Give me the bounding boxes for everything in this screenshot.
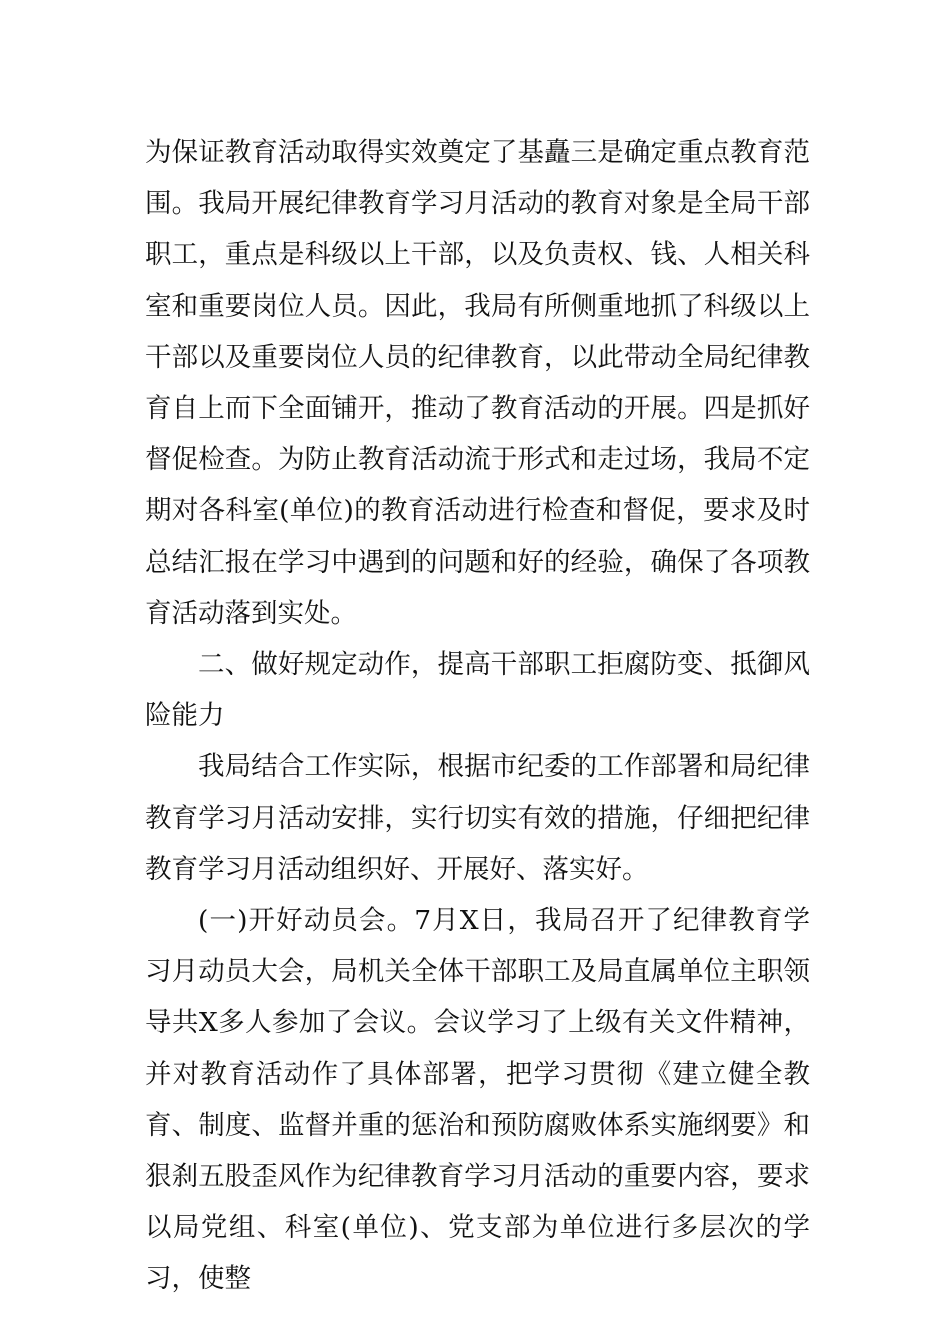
paragraph-continuation: 为保证教育活动取得实效奠定了基矗三是确定重点教育范围。我局开展纪律教育学习月活动的教育对象是全局干部职工，重点是科级以上干部，以及负责权、钱、人相关科室和重要岗位人员。因此，我局有所侧重地抓了科级以上干部以及重要岗位人员的纪律教育，以此带动全局纪律教育自上而下全面铺开，推动了教育活动的开展。四是抓好督促检查。为防止教育活动流于形式和走过场，我局不定期对各科室(单位)的教育活动进行检查和督促，要求及时总结汇报在学习中遇到的问题和好的经验，确保了各项教育活动落到实处。 [145,137,810,629]
document-body [145,127,810,1305]
section-heading-two: 二、做好规定动作，提高干部职工拒腐防变、抵御风险能力 [145,649,810,732]
paragraph-mobilization-meeting: (一)开好动员会。7月X日，我局召开了纪律教育学习月动员大会，局机关全体干部职工及局直属单位主职领导共X多人参加了会议。会议学习了上级有关文件精神，并对教育活动作了具体部署，把学习贯彻《建立健全教育、制度、监督并重的惩治和预防腐败体系实施纲要》和狠刹五股歪风作为纪律教育学习月活动的重要内容，要求以局党组、科室(单位)、党支部为单位进行多层次的学习，使整 [145,905,810,1295]
paragraph-overview: 我局结合工作实际，根据市纪委的工作部署和局纪律教育学习月活动安排，实行切实有效的措施，仔细把纪律教育学习月活动组织好、开展好、落实好。 [145,751,810,885]
